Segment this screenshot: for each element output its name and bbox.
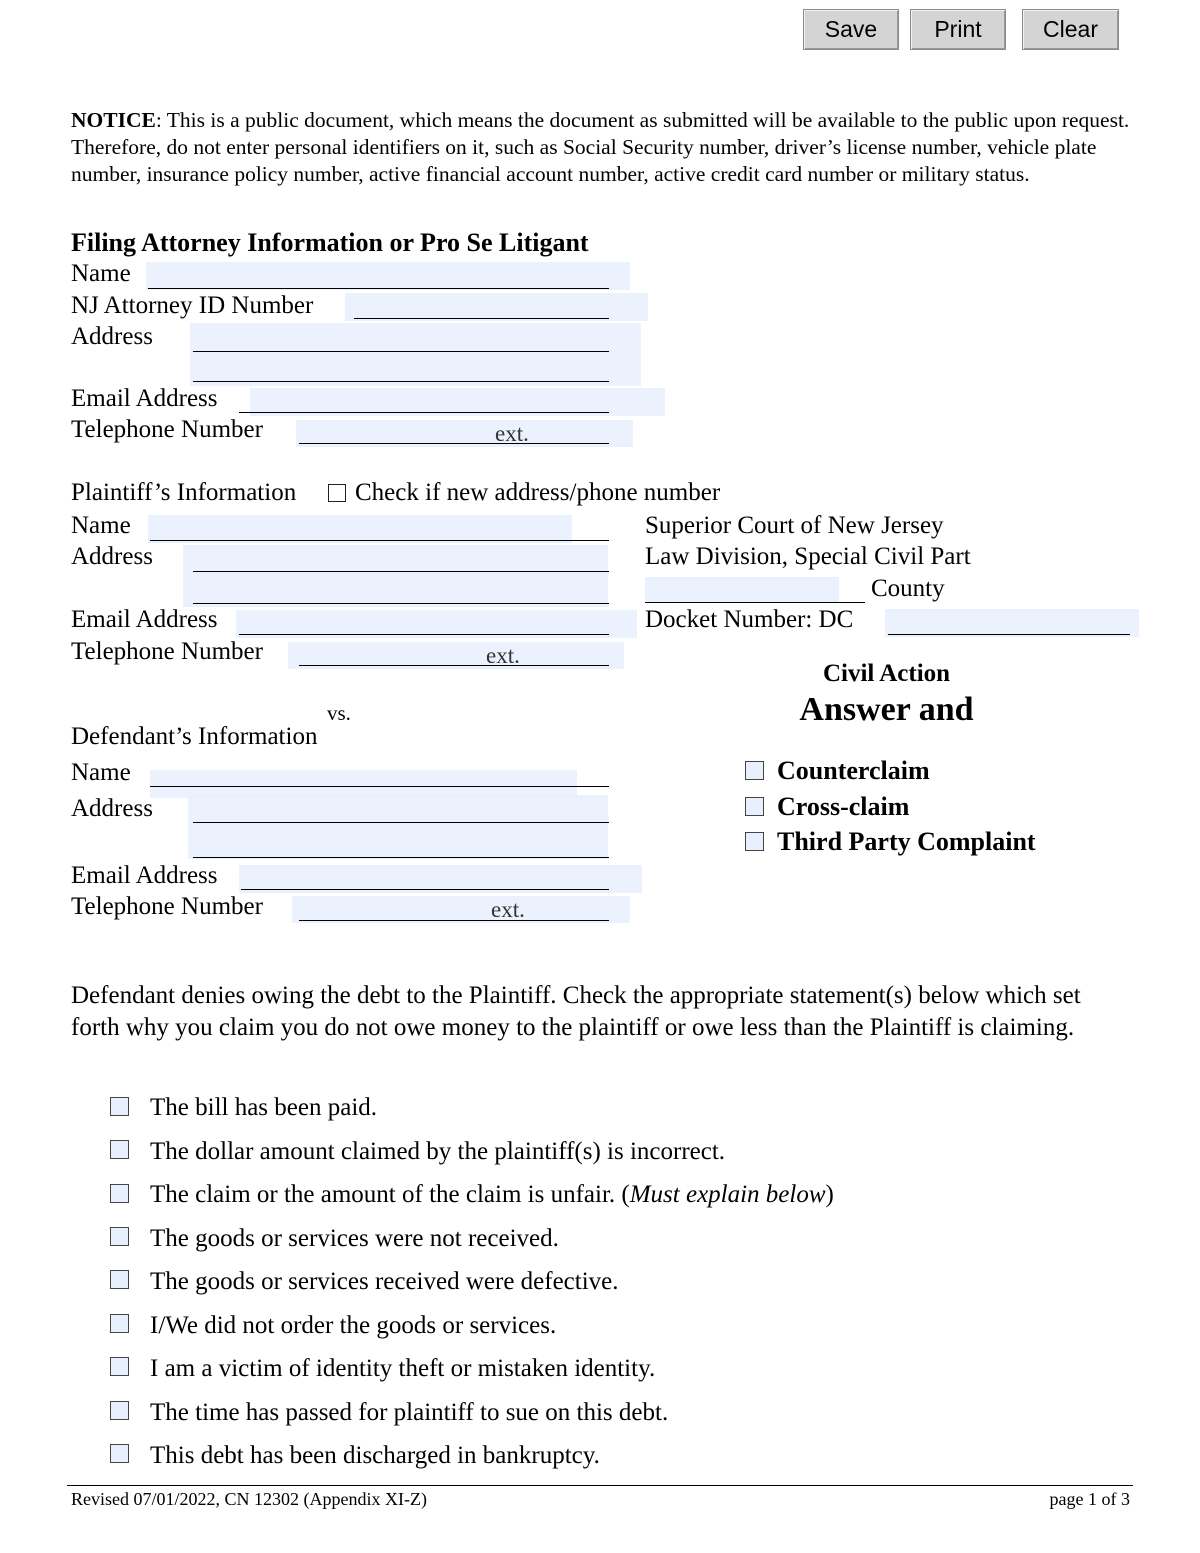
- filing-address-underline-1: [193, 351, 609, 352]
- filing-attorney-id-label: NJ Attorney ID Number: [71, 292, 314, 319]
- plaintiff-address-input[interactable]: [183, 545, 608, 607]
- statement-checkbox-not-ordered[interactable]: [110, 1314, 129, 1333]
- new-address-check-label: Check if new address/phone number: [355, 479, 721, 506]
- statement-amount-incorrect: The dollar amount claimed by the plaintiff(s) is incorrect.: [150, 1138, 726, 1165]
- plaintiff-ext-label: ext.: [486, 643, 520, 668]
- defendant-phone-label: Telephone Number: [71, 893, 263, 920]
- filing-address-input[interactable]: [190, 323, 641, 386]
- statement-checkbox-claim-unfair[interactable]: [110, 1184, 129, 1203]
- cross-claim-checkbox[interactable]: [745, 797, 764, 816]
- filing-name-input[interactable]: [146, 262, 630, 290]
- filing-address-label: Address: [71, 323, 153, 350]
- statement-checkbox-defective[interactable]: [110, 1270, 129, 1289]
- plaintiff-name-input[interactable]: [148, 515, 572, 543]
- plaintiff-address-underline-2: [193, 603, 609, 604]
- civil-action-heading: Civil Action: [822, 660, 951, 687]
- statement-not-ordered: I/We did not order the goods or services.: [150, 1312, 557, 1339]
- county-label: County: [871, 575, 945, 602]
- plaintiff-name-underline: [150, 540, 609, 541]
- plaintiff-email-label: Email Address: [71, 606, 218, 633]
- filing-address-underline-2: [193, 381, 609, 382]
- defendant-section-heading: Defendant’s Information: [71, 723, 318, 750]
- plaintiff-phone-label: Telephone Number: [71, 638, 263, 665]
- statement-claim-unfair-note: Must explain below: [629, 1181, 826, 1208]
- new-address-checkbox[interactable]: [328, 484, 346, 502]
- filing-ext-label: ext.: [495, 421, 529, 446]
- statement-checkbox-amount-incorrect[interactable]: [110, 1140, 129, 1159]
- third-party-complaint-label: Third Party Complaint: [777, 827, 1036, 856]
- statement-identity-theft: I am a victim of identity theft or mistaken identity.: [150, 1355, 656, 1382]
- statement-checkbox-identity-theft[interactable]: [110, 1357, 129, 1376]
- court-division: Law Division, Special Civil Part: [645, 543, 971, 570]
- notice-heading: NOTICE: [71, 108, 156, 132]
- statement-defective: The goods or services received were defective.: [150, 1268, 619, 1295]
- counterclaim-checkbox[interactable]: [745, 761, 764, 780]
- statement-claim-unfair: [150, 1180, 834, 1210]
- filing-section-heading: Filing Attorney Information or Pro Se Litigant: [71, 228, 589, 257]
- footer-revision: Revised 07/01/2022, CN 12302 (Appendix XI-Z): [71, 1489, 427, 1509]
- filing-attorney-id-input[interactable]: [345, 293, 648, 321]
- plaintiff-address-label: Address: [71, 543, 153, 570]
- denial-intro: Defendant denies owing the debt to the Plaintiff. Check the appropriate statement(s) below which set forth why you claim you do not owe money to the plaintiff or owe less than the Plaintiff is claiming.: [71, 982, 1081, 1041]
- defendant-address-label: Address: [71, 795, 153, 822]
- statement-time-passed: The time has passed for plaintiff to sue on this debt.: [150, 1399, 669, 1426]
- plaintiff-address-underline-1: [193, 571, 609, 572]
- filing-name-underline: [148, 288, 609, 289]
- filing-attorney-id-underline: [354, 318, 609, 319]
- statement-checkbox-bill-paid[interactable]: [110, 1097, 129, 1116]
- defendant-ext-label: ext.: [491, 897, 525, 922]
- defendant-name-input[interactable]: [150, 770, 577, 798]
- filing-email-label: Email Address: [71, 385, 218, 412]
- save-button[interactable]: Save: [803, 9, 899, 50]
- filing-name-label: Name: [71, 260, 131, 287]
- filing-email-underline: [239, 412, 609, 413]
- docket-number-input[interactable]: [885, 609, 1139, 637]
- defendant-address-input[interactable]: [188, 795, 608, 859]
- third-party-complaint-checkbox[interactable]: [745, 832, 764, 851]
- defendant-email-underline: [241, 889, 609, 890]
- statement-claim-unfair-text: The claim or the amount of the claim is unfair. (: [150, 1181, 630, 1208]
- footer-divider: [67, 1485, 1133, 1486]
- statement-checkbox-time-passed[interactable]: [110, 1401, 129, 1420]
- defendant-address-underline-2: [193, 857, 609, 858]
- statement-not-received: The goods or services were not received.: [150, 1225, 559, 1252]
- statement-bill-paid: The bill has been paid.: [150, 1094, 378, 1121]
- defendant-phone-input[interactable]: [292, 896, 630, 923]
- plaintiff-section-heading: Plaintiff’s Information: [71, 479, 297, 506]
- versus-label: vs.: [327, 701, 351, 725]
- county-input[interactable]: [645, 577, 839, 602]
- docket-number-underline: [888, 634, 1130, 635]
- print-button[interactable]: Print: [910, 9, 1006, 50]
- cross-claim-label: Cross-claim: [777, 792, 910, 821]
- plaintiff-name-label: Name: [71, 512, 131, 539]
- filing-phone-label: Telephone Number: [71, 416, 263, 443]
- docket-number-label: Docket Number: DC: [645, 606, 854, 633]
- clear-button[interactable]: Clear: [1022, 9, 1119, 50]
- notice-text: : This is a public document, which means the document as submitted will be available to the public upon request. Therefore, do not enter personal identifiers on it, such as Social Security number, driver’s license number, vehicle plate number, insurance policy number, active financial account number, active credit card number or military status.: [71, 108, 1130, 186]
- county-underline: [645, 602, 865, 603]
- public-notice: [71, 107, 1141, 188]
- defendant-name-label: Name: [71, 759, 131, 786]
- court-name: Superior Court of New Jersey: [645, 512, 944, 539]
- defendant-name-underline: [150, 786, 609, 787]
- statement-checkbox-bankruptcy[interactable]: [110, 1444, 129, 1463]
- defendant-address-underline-1: [193, 822, 609, 823]
- defendant-phone-underline: [299, 920, 609, 921]
- footer-page-number: page 1 of 3: [1049, 1489, 1130, 1509]
- statement-checkbox-not-received[interactable]: [110, 1227, 129, 1246]
- defendant-email-label: Email Address: [71, 862, 218, 889]
- counterclaim-label: Counterclaim: [777, 756, 930, 785]
- statement-bankruptcy: This debt has been discharged in bankruptcy.: [150, 1442, 600, 1469]
- filing-phone-underline: [299, 443, 609, 444]
- plaintiff-email-underline: [239, 634, 609, 635]
- statement-claim-unfair-close: ): [825, 1181, 834, 1208]
- answer-title: Answer and: [799, 691, 974, 728]
